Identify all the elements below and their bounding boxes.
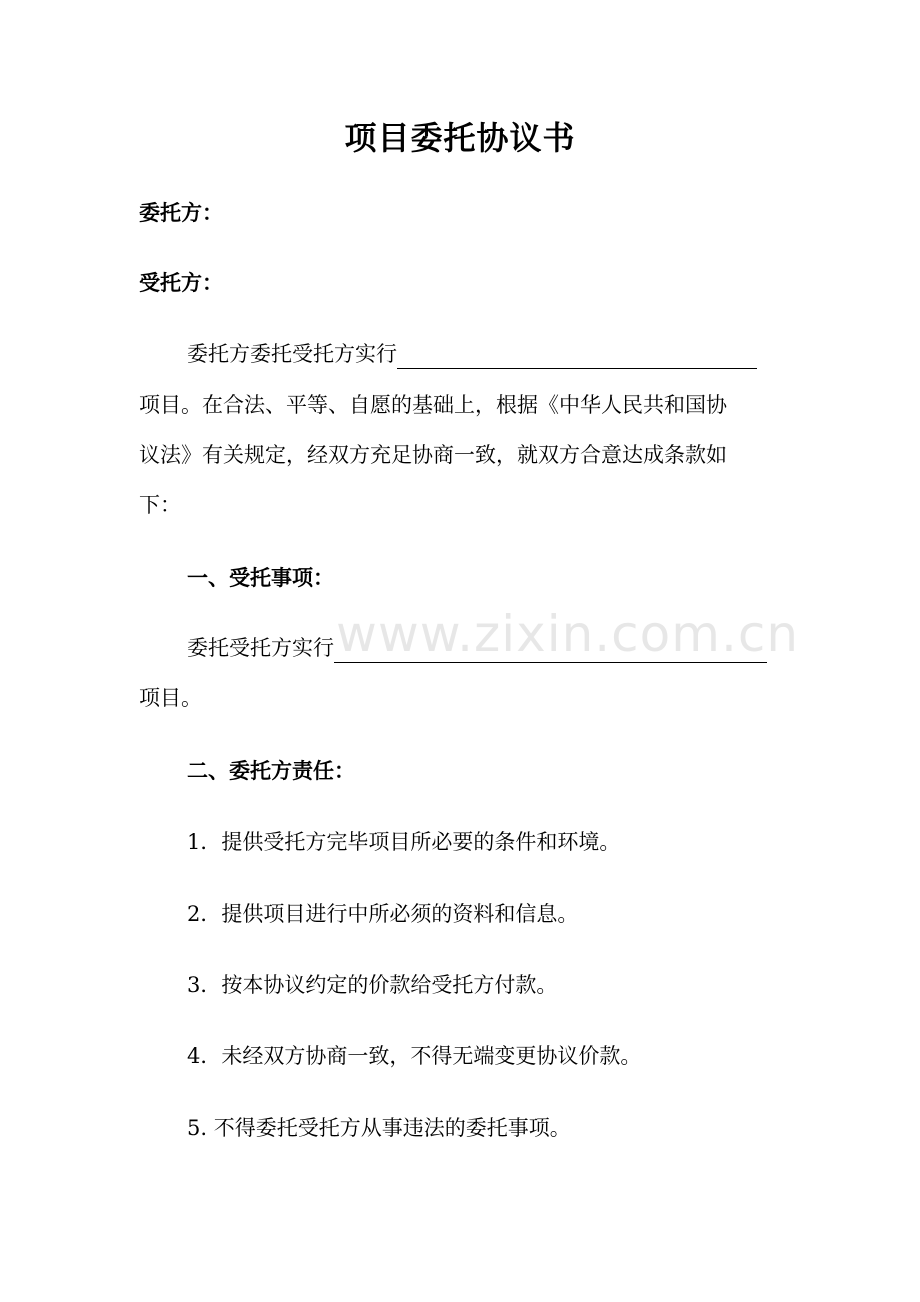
trustee-label: 受托方： (139, 270, 223, 295)
section1-heading: 一、受托事项： (187, 565, 334, 590)
section2-item: 4．未经双方协商一致，不得无端变更协议价款。 (187, 1044, 642, 1068)
intro-paragraph-line2: 项目。在合法、平等、自愿的基础上，根据《中华人民共和国协 (139, 393, 727, 417)
client-label: 委托方： (139, 200, 223, 225)
section1-body-line2: 项目。 (139, 686, 202, 710)
section2-item: 3．按本协议约定的价款给受托方付款。 (187, 973, 558, 997)
project-name-blank (397, 342, 757, 369)
intro-paragraph-line1 (187, 339, 757, 369)
intro-text: 委托方委托受托方实行 (187, 342, 397, 366)
section2-heading: 二、委托方责任： (187, 758, 355, 783)
intro-paragraph-line4: 下： (139, 493, 181, 517)
watermark: www.zixin.com.cn (336, 605, 800, 663)
section1-text: 委托受托方实行 (187, 636, 334, 660)
section2-item: 1．提供受托方完毕项目所必要的条件和环境。 (187, 830, 621, 854)
section2-item: 5. 不得委托受托方从事违法的委托事项。 (187, 1116, 571, 1140)
document-title: 项目委托协议书 (344, 119, 576, 157)
section2-item: 2．提供项目进行中所必须的资料和信息。 (187, 902, 579, 926)
intro-paragraph-line3: 议法》有关规定，经双方充足协商一致，就双方合意达成条款如 (139, 443, 727, 467)
